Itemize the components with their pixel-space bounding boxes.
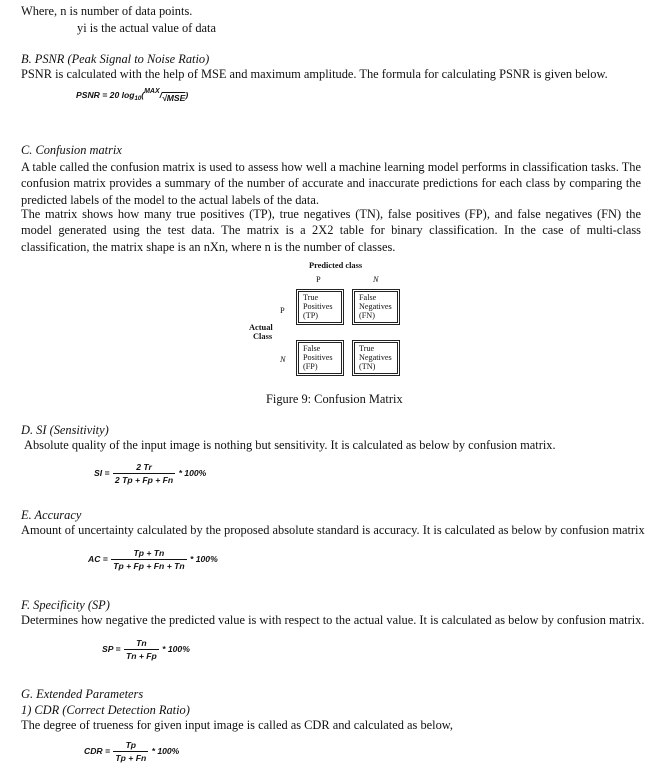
- psnr-formula: PSNR = 20 $\log_{10}(^{MAX}/√MSE)$: [76, 88, 189, 103]
- column-label-p: P: [316, 275, 321, 284]
- accuracy-heading: E. Accuracy: [21, 508, 82, 522]
- class-label: Class: [253, 332, 273, 341]
- predicted-class-label: Predicted class: [309, 261, 363, 270]
- row-label-p: P: [280, 306, 285, 315]
- intro-line-1: Where, n is number of data points.: [21, 4, 193, 18]
- figure-caption: Figure 9: Confusion Matrix: [266, 392, 403, 406]
- si-formula: SI = $\frac{2 Tr}{2 Tp + Fp + Fn}$ * 100%: [94, 462, 207, 485]
- cell-true-negatives: True Negatives (TN): [352, 340, 400, 376]
- si-heading: D. SI (Sensitivity): [21, 423, 109, 437]
- accuracy-formula: AC = $\frac{Tp + Tn}{Tp + Fp + Fn + Tn}$ * 100%: [88, 548, 218, 571]
- confusion-paragraph-2: The matrix shows how many true positives (TP), true negatives (TN), false positives (FP), and false negatives (FN) the model generated using the test data. The matrix is a 2X2 table for binary classification. In the case of multi-class classification, the matrix shape is an nXn, where n is the number of classes.: [21, 207, 641, 254]
- actual-label: Actual: [249, 323, 273, 332]
- psnr-text: PSNR is calculated with the help of MSE and maximum amplitude. The formula for calculating PSNR is given below.: [21, 67, 608, 81]
- specificity-text: Determines how negative the predicted value is with respect to the actual value. It is calculated as below by confusion matrix.: [21, 613, 645, 627]
- confusion-heading: C. Confusion matrix: [21, 143, 122, 157]
- si-text: Absolute quality of the input image is nothing but sensitivity. It is calculated as below by confusion matrix.: [24, 438, 556, 452]
- psnr-heading: B. PSNR (Peak Signal to Noise Ratio): [21, 52, 210, 66]
- specificity-heading: F. Specificity (SP): [21, 598, 110, 612]
- cell-true-positives: True Positives (TP): [296, 289, 344, 325]
- column-label-n: N: [373, 275, 379, 284]
- accuracy-text: Amount of uncertainty calculated by the proposed absolute standard is accuracy. It is calculated as below by confusion matrix: [21, 523, 645, 537]
- cell-false-positives: False Positives (FP): [296, 340, 344, 376]
- extended-heading: G. Extended Parameters: [21, 687, 144, 701]
- intro-line-2: yi is the actual value of data: [77, 21, 216, 35]
- cdr-text: The degree of trueness for given input image is called as CDR and calculated as below,: [21, 718, 454, 732]
- specificity-formula: SP = $\frac{Tn}{Tn + Fp}$ * 100%: [102, 638, 190, 661]
- row-label-n: N: [280, 355, 286, 364]
- cell-false-negatives: False Negatives (FN): [352, 289, 400, 325]
- cdr-subheading: 1) CDR (Correct Detection Ratio): [21, 703, 190, 717]
- confusion-paragraph-1: A table called the confusion matrix is used to assess how well a machine learning model performs in classification tasks. The confusion matrix provides a summary of the number of accurate and inaccurate predictions for each class by comparing the predicted labels of the model to the actual labels of the data.: [21, 160, 641, 207]
- cdr-formula: CDR = $\frac{Tp}{Tp + Fn}$ * 100%: [84, 740, 180, 763]
